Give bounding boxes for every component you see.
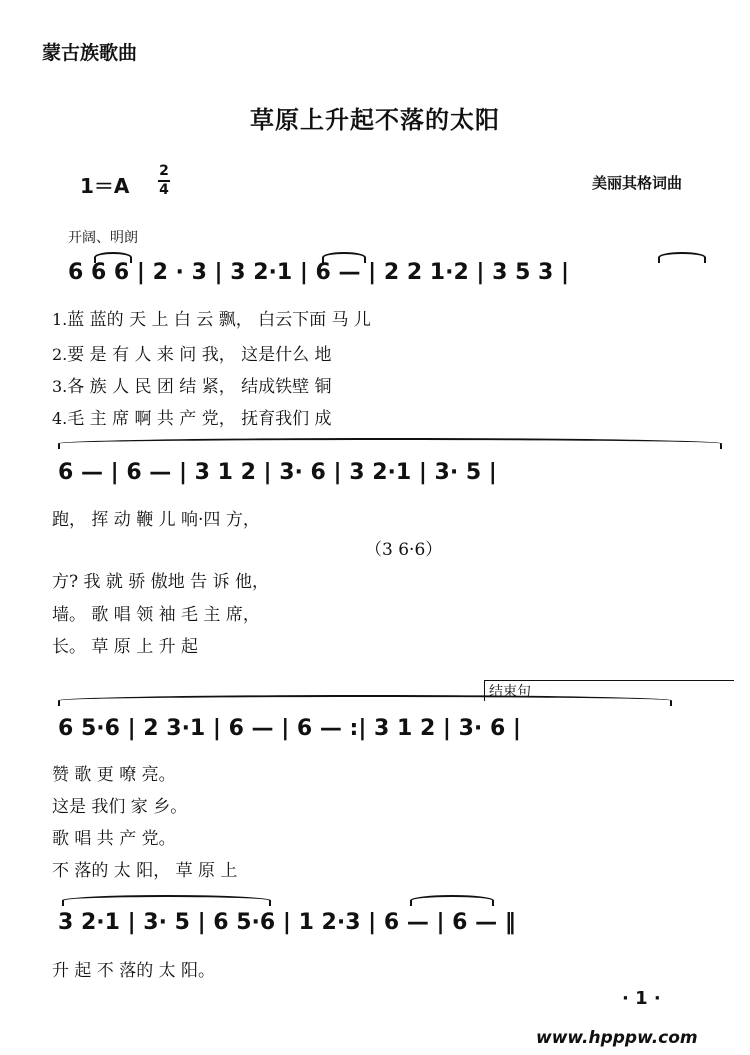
tempo-marking: 开阔、明朗	[68, 230, 138, 246]
staff-2-lyric-2: 方? 我 就 骄 傲地 告 诉 他，	[52, 572, 269, 592]
slur	[658, 252, 706, 263]
staff-3-lyric-3: 歌 唱 共 产 党。	[52, 829, 176, 849]
staff-1-lyric-4: 4.毛 主 席 啊 共 产 党， 抚育我们 成	[52, 409, 332, 429]
alternate-notes: （3 6·6）	[365, 540, 443, 560]
staff-2-notes: 6 — | 6 — | 3 1 2 | 3· 6 | 3 2·1 | 3· 5 |	[58, 460, 497, 485]
slur	[58, 695, 672, 706]
slur	[322, 252, 366, 263]
staff-1-lyric-1: 1.蓝 蓝的 天 上 白 云 飘， 白云下面 马 儿	[52, 310, 371, 330]
site-watermark: www.hpppw.com	[536, 1028, 698, 1048]
key-signature: 1＝A	[80, 174, 130, 198]
staff-1-notes: 6 6 6 | 2 · 3 | 3 2·1 | 6 — | 2 2 1·2 | 3 5 3 |	[68, 260, 570, 285]
ending-bracket: 结束句	[484, 680, 734, 701]
slur	[62, 895, 271, 906]
time-denominator: 4	[159, 182, 169, 198]
composer-credit: 美丽其格词曲	[592, 174, 683, 192]
staff-1-lyric-2: 2.要 是 有 人 来 问 我， 这是什么 地	[52, 345, 332, 365]
slur	[94, 252, 132, 263]
page-number: · 1 ·	[622, 988, 661, 1009]
staff-2-lyric-3: 墙。 歌 唱 领 袖 毛 主 席，	[52, 605, 260, 625]
song-category: 蒙古族歌曲	[42, 42, 138, 64]
staff-4-lyric: 升 起 不 落的 太 阳。	[52, 961, 216, 981]
staff-4-notes: 3 2·1 | 3· 5 | 6 5·6 | 1 2·3 | 6 — | 6 — ‖	[58, 910, 516, 935]
song-title: 草原上升起不落的太阳	[250, 106, 500, 134]
staff-2-lyric-1: 跑， 挥 动 鞭 儿 响·四 方，	[52, 510, 260, 530]
staff-3-lyric-1: 赞 歌 更 嘹 亮。	[52, 765, 176, 785]
staff-1-lyric-3: 3.各 族 人 民 团 结 紧， 结成铁壁 铜	[52, 377, 332, 397]
staff-3-notes: 6 5·6 | 2 3·1 | 6 — | 6 — :| 3 1 2 | 3· 6 |	[58, 716, 521, 741]
time-numerator: 2	[159, 163, 169, 179]
staff-3-lyric-4: 不 落的 太 阳， 草 原 上	[52, 861, 238, 881]
staff-3-lyric-2: 这是 我们 家 乡。	[52, 797, 188, 817]
tie-slur	[58, 438, 722, 449]
staff-2-lyric-4: 长。 草 原 上 升 起	[52, 637, 199, 657]
slur	[410, 895, 494, 906]
time-signature	[158, 164, 170, 198]
